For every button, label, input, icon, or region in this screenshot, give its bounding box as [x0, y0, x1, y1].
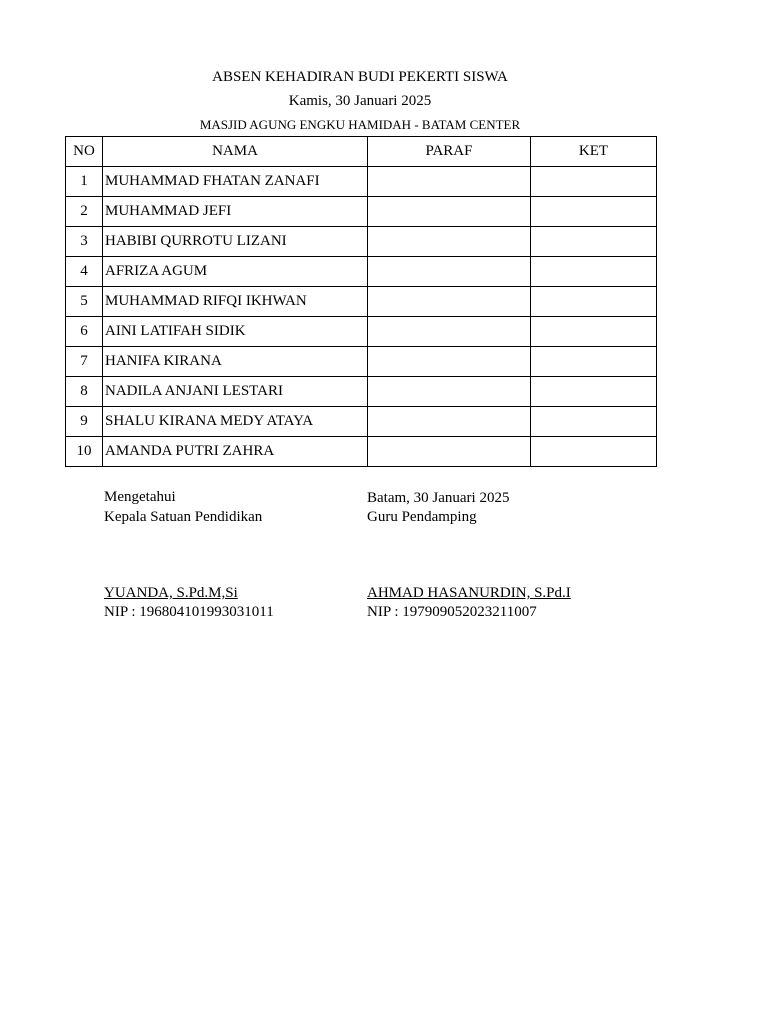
row-number: 5: [66, 287, 103, 317]
document-location: MASJID AGUNG ENGKU HAMIDAH - BATAM CENTER: [199, 117, 521, 132]
column-header-no: NO: [66, 137, 103, 167]
row-ket: [531, 227, 657, 257]
row-ket: [531, 287, 657, 317]
row-ket: [531, 317, 657, 347]
row-number: 1: [66, 167, 103, 197]
table-row: [66, 197, 657, 227]
row-number: 4: [66, 257, 103, 287]
right-sign-name: AHMAD HASANURDIN, S.Pd.I: [367, 585, 571, 601]
row-ket: [531, 257, 657, 287]
right-sign-nip: NIP : 197909052023211007: [367, 604, 537, 620]
table-row: [66, 257, 657, 287]
row-number: 7: [66, 347, 103, 377]
left-sign-label: Mengetahui: [104, 489, 176, 505]
row-number: 9: [66, 407, 103, 437]
row-number: 6: [66, 317, 103, 347]
row-number: 3: [66, 227, 103, 257]
row-nama: HABIBI QURROTU LIZANI: [103, 227, 368, 257]
row-ket: [531, 167, 657, 197]
table-row: [66, 317, 657, 347]
row-nama: SHALU KIRANA MEDY ATAYA: [103, 407, 368, 437]
row-paraf: [368, 347, 531, 377]
attendance-table: [65, 136, 657, 467]
row-ket: [531, 407, 657, 437]
right-sign-role: Guru Pendamping: [367, 509, 477, 525]
document-date: Kamis, 30 Januari 2025: [288, 93, 432, 109]
row-paraf: [368, 407, 531, 437]
row-nama: AFRIZA AGUM: [103, 257, 368, 287]
table-row: [66, 227, 657, 257]
row-number: 2: [66, 197, 103, 227]
column-header-paraf: PARAF: [368, 137, 531, 167]
row-ket: [531, 437, 657, 467]
row-nama: MUHAMMAD JEFI: [103, 197, 368, 227]
column-header-nama: NAMA: [103, 137, 368, 167]
row-paraf: [368, 227, 531, 257]
row-number: 10: [66, 437, 103, 467]
row-nama: NADILA ANJANI LESTARI: [103, 377, 368, 407]
column-header-ket: KET: [531, 137, 657, 167]
table-row: [66, 377, 657, 407]
left-sign-role: Kepala Satuan Pendidikan: [104, 509, 263, 525]
row-nama: AMANDA PUTRI ZAHRA: [103, 437, 368, 467]
row-ket: [531, 377, 657, 407]
row-paraf: [368, 317, 531, 347]
attendance-rows: [66, 167, 657, 467]
row-number: 8: [66, 377, 103, 407]
row-nama: AINI LATIFAH SIDIK: [103, 317, 368, 347]
row-ket: [531, 197, 657, 227]
table-header-row: [66, 137, 657, 167]
row-nama: MUHAMMAD RIFQI IKHWAN: [103, 287, 368, 317]
table-row: [66, 437, 657, 467]
row-paraf: [368, 377, 531, 407]
left-sign-name: YUANDA, S.Pd.M,Si: [104, 585, 238, 601]
row-ket: [531, 347, 657, 377]
table-row: [66, 407, 657, 437]
document-title: ABSEN KEHADIRAN BUDI PEKERTI SISWA: [212, 69, 508, 85]
table-row: [66, 167, 657, 197]
row-paraf: [368, 437, 531, 467]
row-paraf: [368, 167, 531, 197]
row-paraf: [368, 197, 531, 227]
row-paraf: [368, 257, 531, 287]
right-sign-place-date: Batam, 30 Januari 2025: [367, 490, 510, 506]
left-sign-nip: NIP : 196804101993031011: [104, 604, 274, 620]
row-nama: HANIFA KIRANA: [103, 347, 368, 377]
row-paraf: [368, 287, 531, 317]
table-row: [66, 287, 657, 317]
table-row: [66, 347, 657, 377]
row-nama: MUHAMMAD FHATAN ZANAFI: [103, 167, 368, 197]
